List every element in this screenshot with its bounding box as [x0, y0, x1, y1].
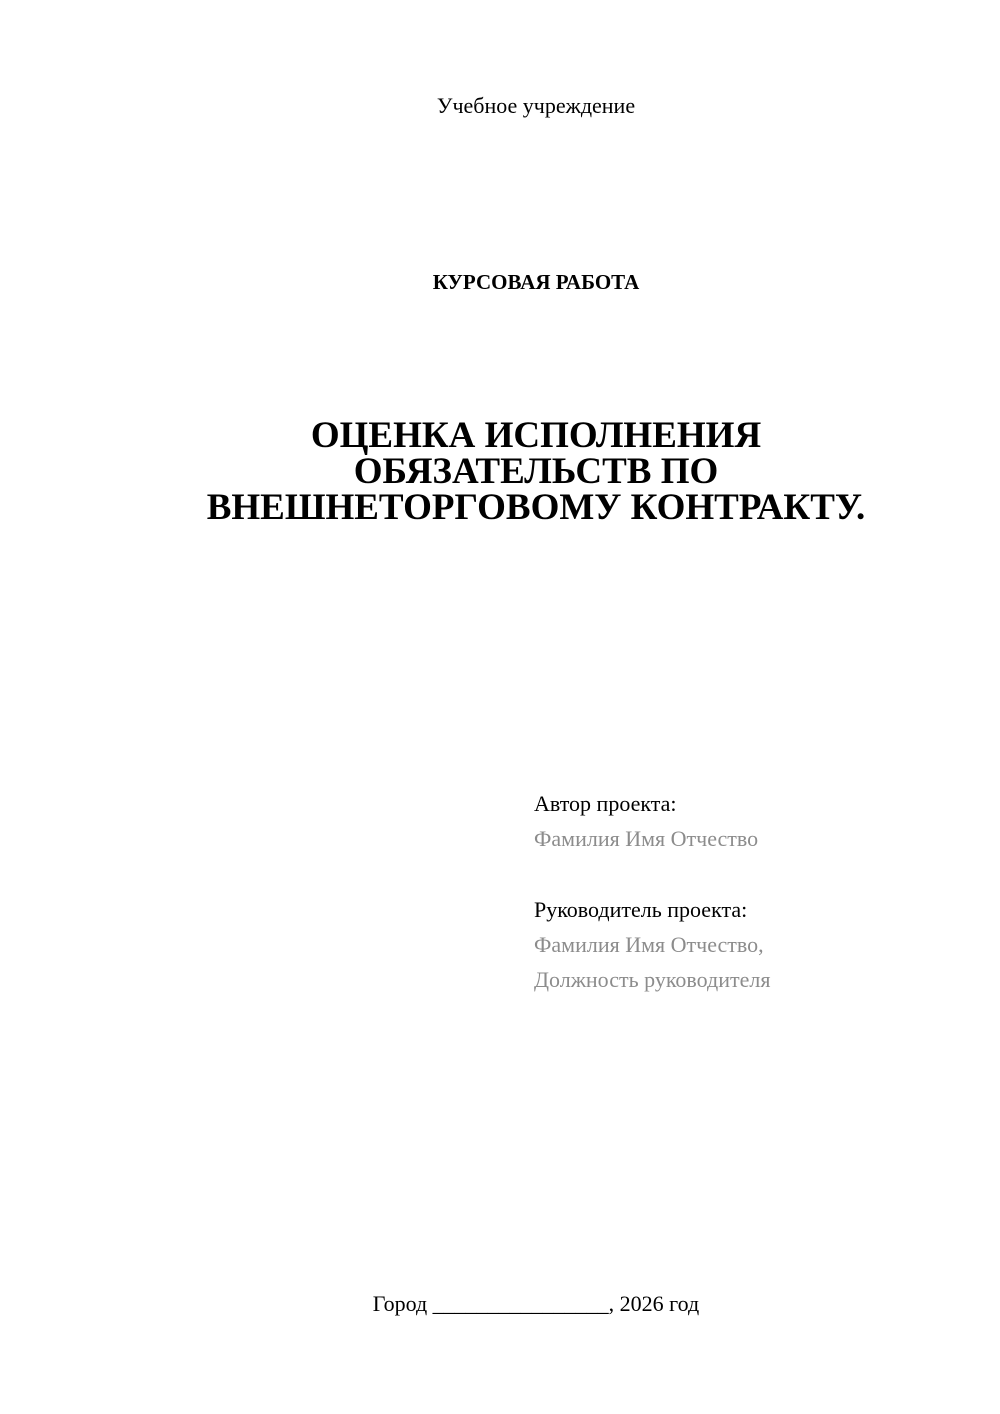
work-title-line: ОЦЕНКА ИСПОЛНЕНИЯ — [310, 415, 762, 456]
supervisor-label: Руководитель проекта: — [534, 897, 748, 922]
supervisor-position: Должность руководителя — [534, 967, 771, 992]
city-year-line: Город ________________, 2026 год — [372, 1291, 700, 1316]
work-title-line: ОБЯЗАТЕЛЬСТВ ПО — [353, 451, 719, 492]
work-title — [100, 415, 972, 528]
spacer — [534, 856, 974, 892]
work-title-line: ВНЕШНЕТОРГОВОМУ КОНТРАКТУ. — [206, 487, 866, 528]
authors-block — [534, 786, 974, 997]
institution-name: Учебное учреждение — [436, 93, 636, 118]
author-label: Автор проекта: — [534, 791, 677, 816]
author-name: Фамилия Имя Отчество — [534, 826, 759, 851]
work-type: КУРСОВАЯ РАБОТА — [432, 270, 640, 294]
supervisor-name: Фамилия Имя Отчество, — [534, 932, 764, 957]
